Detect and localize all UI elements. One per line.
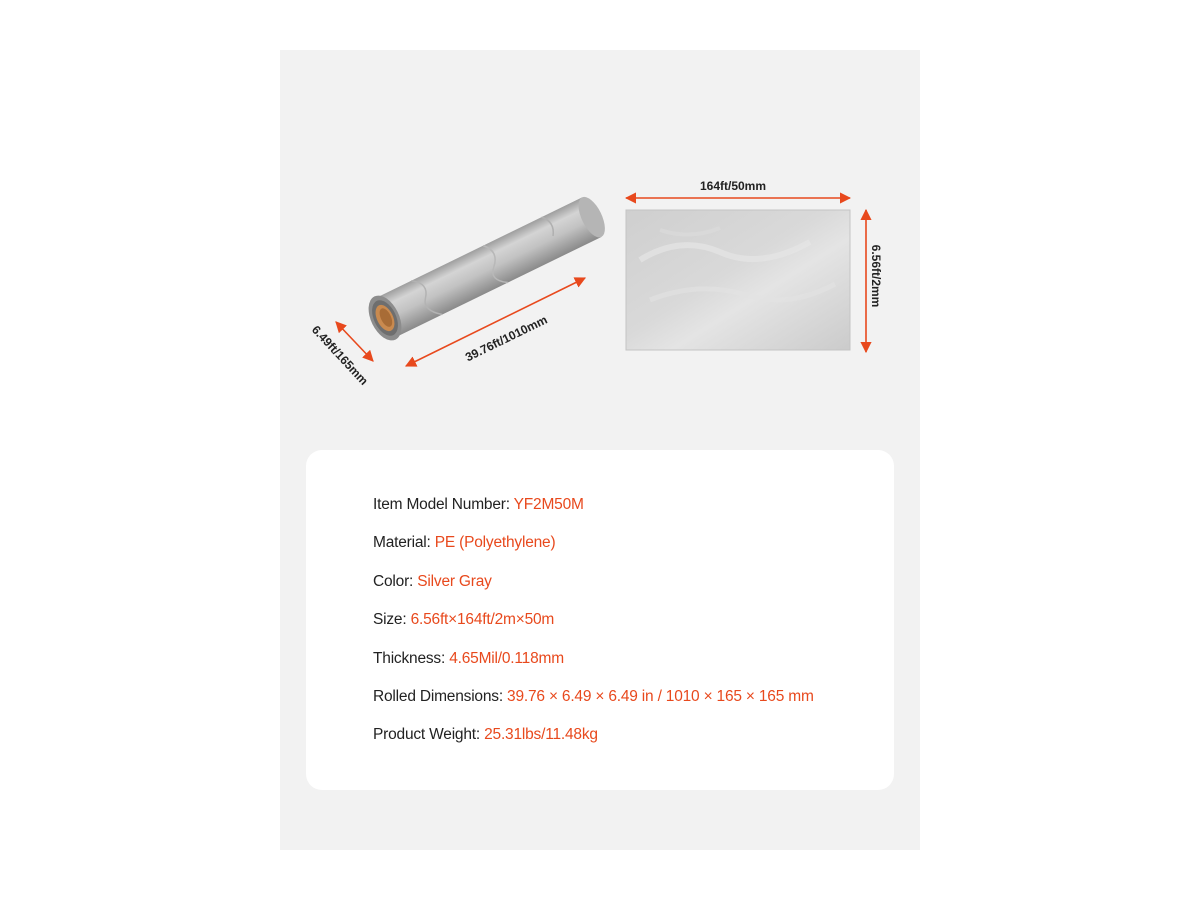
roll-diameter-label: 6.49ft/165mm [308, 322, 371, 388]
specs-list [373, 494, 814, 763]
roll-length-label: 39.76ft/1010mm [463, 312, 550, 365]
spec-value: PE (Polyethylene) [434, 534, 556, 552]
spec-value: 4.65Mil/0.118mm [449, 649, 564, 667]
sheet-height-label: 6.56ft/2mm [869, 244, 883, 308]
spec-label: Size: [373, 611, 407, 629]
spec-label: Item Model Number: [373, 496, 510, 513]
product-panel [280, 50, 920, 850]
spec-item-thickness [373, 648, 814, 686]
spec-label: Material: [373, 534, 431, 552]
spec-value: 25.31lbs/11.48kg [484, 726, 598, 744]
spec-item-model-number [373, 494, 814, 532]
spec-value: Silver Gray [417, 572, 492, 590]
spec-item-size [373, 609, 814, 647]
spec-item-color [373, 571, 814, 609]
product-illustration [280, 50, 920, 470]
spec-value: YF2M50M [513, 496, 584, 513]
sheet-width-label: 164ft/50mm [699, 179, 767, 193]
spec-label: Color: [373, 572, 414, 590]
specs-card [306, 450, 894, 790]
spec-item-rolled-dimensions [373, 686, 814, 724]
spec-value: 39.76 × 6.49 × 6.49 in / 1010 × 165 × 165 mm [507, 687, 814, 705]
spec-item-product-weight [373, 724, 814, 762]
spec-value: 6.56ft×164ft/2m×50m [410, 611, 555, 629]
spec-label: Product Weight: [373, 726, 480, 744]
sheet-image [626, 210, 850, 350]
spec-label: Rolled Dimensions: [373, 687, 503, 705]
spec-label: Thickness: [373, 649, 446, 667]
spec-item-material [373, 532, 814, 570]
roll-image [362, 191, 611, 345]
